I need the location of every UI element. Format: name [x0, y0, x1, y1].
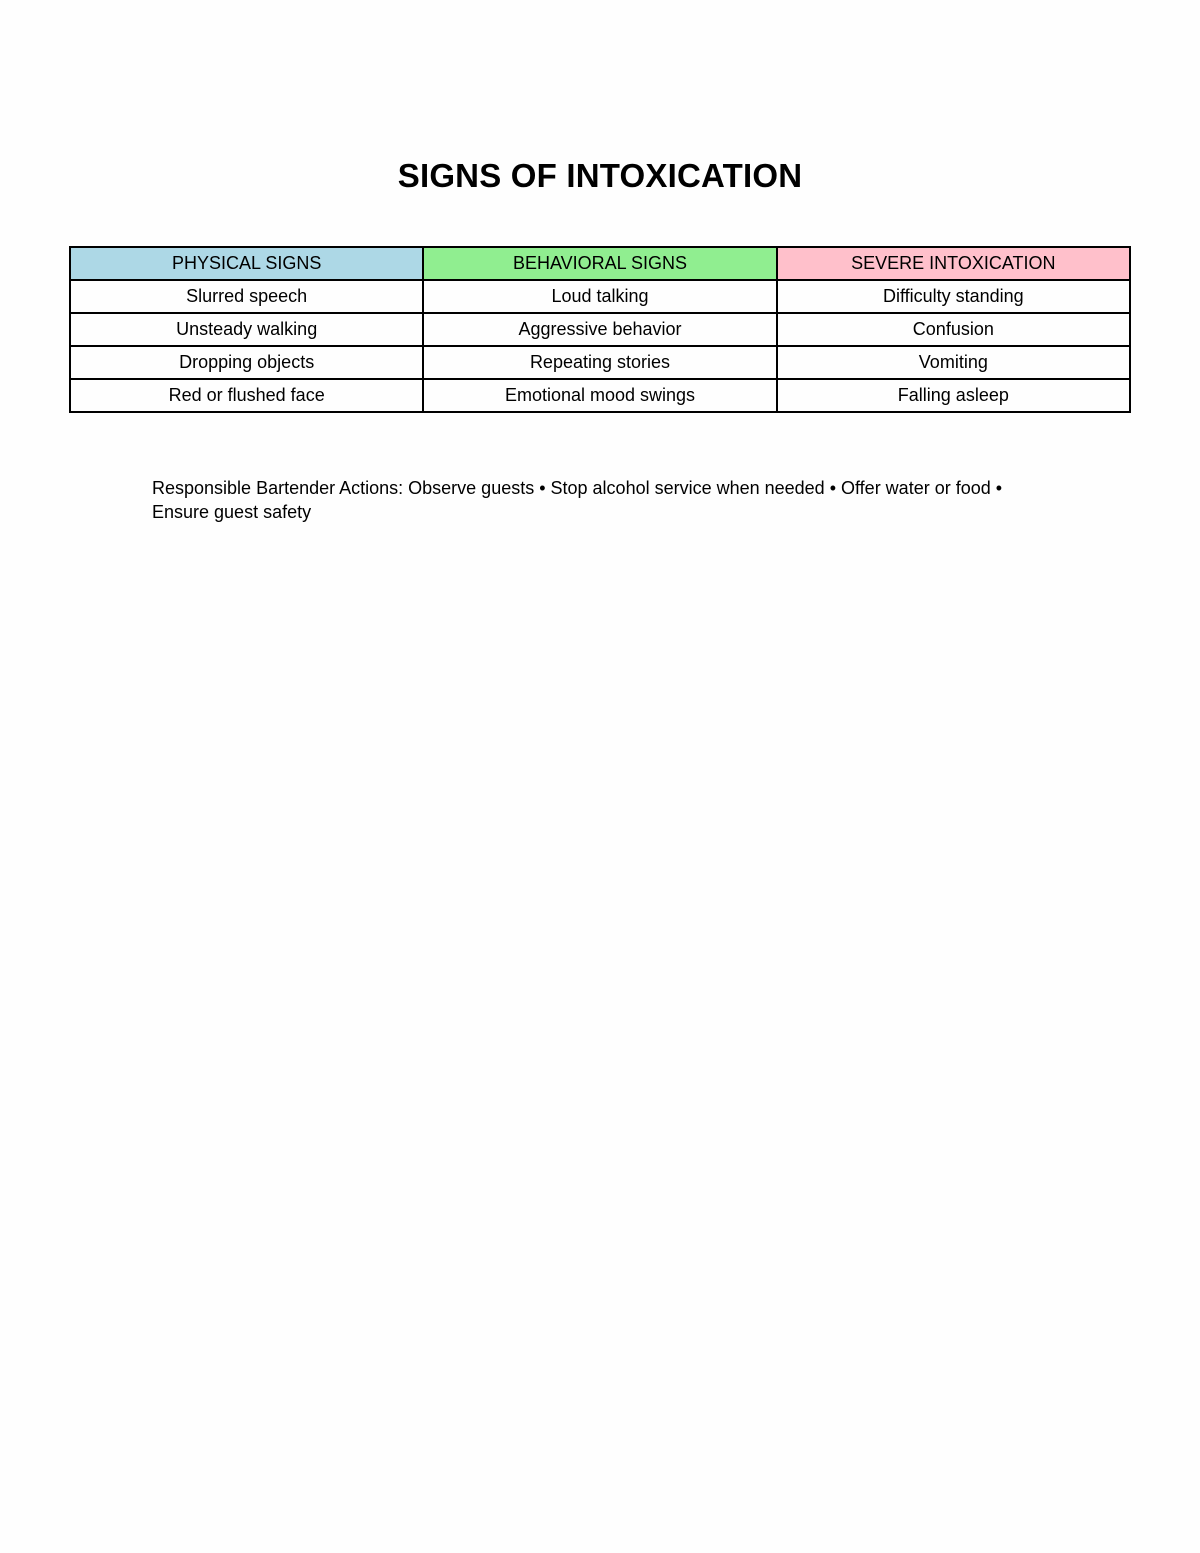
header-severe-intoxication: SEVERE INTOXICATION: [777, 247, 1130, 280]
table-cell: Confusion: [777, 313, 1130, 346]
table-cell: Falling asleep: [777, 379, 1130, 412]
table-cell: Repeating stories: [423, 346, 776, 379]
table-row: [70, 280, 1130, 313]
table-cell: Difficulty standing: [777, 280, 1130, 313]
table-cell: Red or flushed face: [70, 379, 423, 412]
table-cell: Vomiting: [777, 346, 1130, 379]
header-behavioral-signs: BEHAVIORAL SIGNS: [423, 247, 776, 280]
bartender-actions-note: Responsible Bartender Actions: Observe guests • Stop alcohol service when needed • Offer water or food • Ensure guest safety: [152, 478, 1003, 522]
table-row: [70, 313, 1130, 346]
table-cell: Unsteady walking: [70, 313, 423, 346]
table-cell: Loud talking: [423, 280, 776, 313]
table-cell: Emotional mood swings: [423, 379, 776, 412]
table-cell: Dropping objects: [70, 346, 423, 379]
page-title: SIGNS OF INTOXICATION: [397, 157, 803, 194]
signs-table: [69, 246, 1131, 413]
table-row: [70, 346, 1130, 379]
table-cell: Slurred speech: [70, 280, 423, 313]
table-header-row: [70, 247, 1130, 280]
table-cell: Aggressive behavior: [423, 313, 776, 346]
header-physical-signs: PHYSICAL SIGNS: [70, 247, 423, 280]
table-row: [70, 379, 1130, 412]
